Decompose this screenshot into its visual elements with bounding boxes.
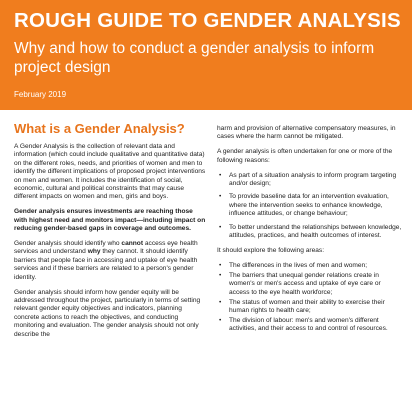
right-column [217, 125, 403, 340]
list-item: • The status of women and their ability to exercise their human rights to health care; [217, 299, 403, 316]
purpose-paragraph [14, 208, 206, 233]
reasons-intro: A gender analysis is often undertaken for one or more of the following reasons: [217, 148, 393, 164]
list-item: • The barriers that unequal gender relations create in women's or men's access and uptake of eye care or access to the eye health workforce; [217, 272, 403, 297]
purpose-bold-text: Gender analysis ensures investments are reaching those with highest need and monitors impact—including impact on reducing gender-based gaps in coverage and outcomes. [14, 208, 206, 233]
areas-list [217, 262, 403, 334]
reasons-list [217, 172, 403, 241]
page-subtitle: Why and how to conduct a gender analysis to inform project design [14, 40, 375, 76]
access-bold-cannot: cannot [121, 240, 144, 248]
areas-intro: It should explore the following areas: [217, 246, 325, 254]
header-banner [0, 0, 412, 110]
access-bold-why: why [87, 248, 101, 256]
access-text-2: access eye health services and understand [14, 240, 198, 256]
list-item: • To better understand the relationships between knowledge, attitudes, practices, and health outcomes of interest. [217, 224, 403, 241]
list-item: • As part of a situation analysis to inform program targeting and/or design; [217, 172, 403, 189]
equity-paragraph: Gender analysis should inform how gender equity will be addressed throughout the project, particularly in terms of setting relevant gender equity objectives and indicators, planning concrete actions to reach the objectives, and conducting monitoring and evaluation. The gender analysis should not only describe the [14, 288, 201, 338]
list-item: • The division of labour: men's and women's different activities, and their access to and control of resources. [217, 317, 403, 334]
access-text-1: Gender analysis should identify who [14, 240, 122, 248]
left-column [14, 121, 206, 346]
list-item: • The differences in the lives of men and women; [217, 262, 403, 270]
page-title: ROUGH GUIDE TO GENDER ANALYSIS [14, 9, 401, 32]
section-title: What is a Gender Analysis? [14, 121, 185, 136]
definition-paragraph: A Gender Analysis is the collection of relevant data and information (which could include qualitative and quantitative data) on the different roles, needs, and priorities of women and men to identify the different implications of proposed project interventions on men and women. It includes the identification of social, economic, cultural and political constraints that may cause different impacts on women and men, girls and boys. [14, 143, 206, 201]
continuation-paragraph: harm and provision of alternative compensatory measures, in cases where the harm cannot be mitigated. [217, 125, 396, 141]
publication-date: February 2019 [14, 90, 67, 99]
list-item: • To provide baseline data for an intervention evaluation, where the intervention seeks to enhance knowledge, influence attitudes, or change behaviour; [217, 193, 403, 218]
access-paragraph [14, 240, 206, 282]
access-text-3: they cannot. It should identify barriers that people face in accessing and uptake of eye health services and if these barriers are related to a person's gender identity. [14, 248, 198, 281]
